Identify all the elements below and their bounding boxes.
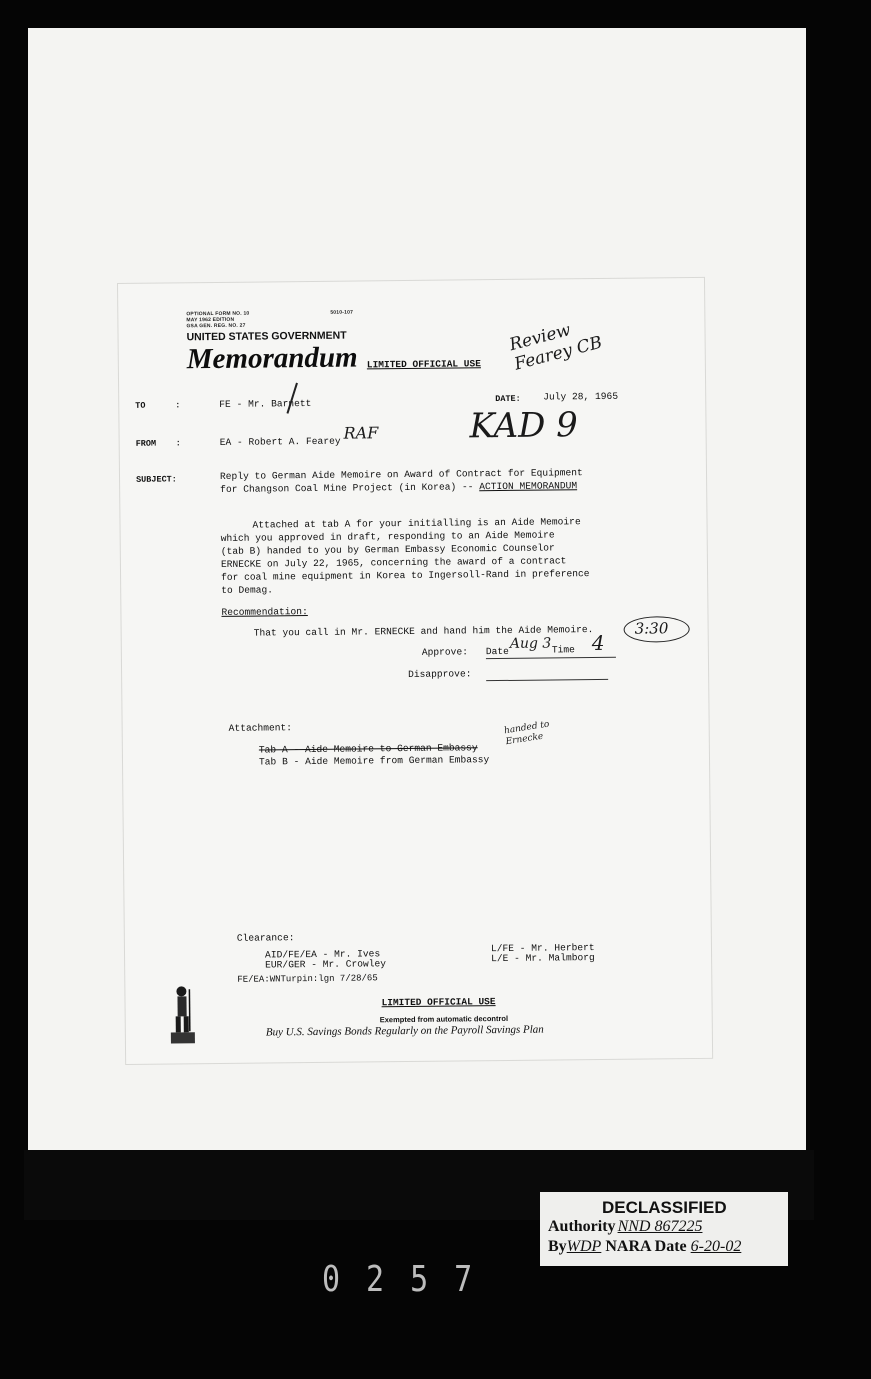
subject-line-2-text: for Changson Coal Mine Project (in Korea) -- — [220, 481, 480, 495]
to-value: FE - Mr. Barnett — [219, 397, 312, 410]
from-label: FROM — [135, 438, 157, 449]
handwritten-handed-note: handed to Ernecke — [503, 719, 551, 748]
handwritten-code: KAD 9 — [469, 405, 578, 447]
form-info — [186, 311, 249, 330]
to-label: TO — [135, 400, 146, 411]
handwritten-approve-time: 4 — [591, 630, 605, 656]
disapprove-label: Disapprove: — [408, 668, 472, 680]
authority-line — [548, 1218, 702, 1236]
nara-date-value: 6-20-02 — [690, 1238, 742, 1255]
form-number: OPTIONAL FORM NO. 10 — [186, 310, 250, 318]
clearance-l-fe: L/FE - Mr. Herbert — [490, 942, 595, 955]
subject-label: SUBJECT: — [135, 474, 177, 485]
clearance-l-e: L/E - Mr. Malmborg — [491, 952, 595, 965]
nara-date-label: NARA Date — [605, 1238, 687, 1255]
drafter-line: FE/EA:WNTurpin:lgn 7/28/65 — [237, 973, 378, 985]
declassified-title: DECLASSIFIED — [602, 1198, 727, 1217]
clearance-aid: AID/FE/EA - Mr. Ives — [264, 948, 381, 961]
clearance-heading: Clearance: — [236, 932, 295, 944]
body-line: Attached at tab A for your initialling is an Aide Memoire — [252, 516, 581, 531]
handwritten-review-note: Review Fearey CB — [507, 320, 605, 375]
clearance-right — [491, 943, 595, 964]
by-label: By — [548, 1238, 567, 1255]
approve-time-label: Time — [551, 644, 575, 656]
body-line: for coal mine equipment in Korea to Ingersoll-Rand in preference — [221, 568, 590, 583]
attachment-tab-a: Tab A - Aide Memoire to German Embassy — [258, 742, 478, 756]
attachment-heading: Attachment: — [228, 722, 293, 734]
recommendation-text: That you call in Mr. ERNECKE and hand him the Aide Memoire. — [253, 624, 594, 639]
declassified-stamp — [540, 1192, 788, 1266]
doc-type-title: Memorandum — [186, 341, 358, 376]
circled-time-text: 3:30 — [634, 619, 669, 638]
date-label: DATE: — [495, 393, 521, 405]
handwritten-approve-date: Aug 3 — [509, 635, 552, 652]
to-colon: : — [175, 400, 181, 411]
from-colon: : — [175, 438, 181, 449]
clearance-left — [265, 949, 386, 970]
page-number: 0257 — [322, 1258, 499, 1301]
body-line: which you approved in draft, responding to an Aide Memoire — [220, 529, 555, 544]
approve-date-label: Date — [485, 645, 509, 658]
memo-body — [220, 515, 589, 597]
by-value: WDP — [566, 1238, 602, 1255]
recommendation-heading: Recommendation: — [221, 606, 308, 618]
approve-line — [486, 657, 616, 659]
body-line: to Demag. — [221, 584, 274, 596]
disapprove-line — [486, 679, 608, 681]
handwritten-initials: RAF — [343, 423, 379, 443]
agency-name: UNITED STATES GOVERNMENT — [186, 329, 347, 344]
classification-header: LIMITED OFFICIAL USE — [366, 358, 481, 371]
savings-bonds-slogan: Buy U.S. Savings Bonds Regularly on the Payroll Savings Plan — [265, 1023, 544, 1039]
date-value: July 28, 1965 — [543, 390, 619, 403]
subject-line-2 — [220, 480, 577, 495]
exempt-stamp: Exempted from automatic decontrol — [379, 1013, 509, 1025]
action-memorandum-label: ACTION MEMORANDUM — [479, 480, 578, 493]
form-regulation: GSA GEN. REG. NO. 27 — [186, 322, 246, 330]
authority-value: NND 867225 — [617, 1218, 703, 1235]
classification-footer: LIMITED OFFICIAL USE — [381, 996, 496, 1009]
from-value: EA - Robert A. Fearey — [219, 435, 341, 448]
clearance-eur: EUR/GER - Mr. Crowley — [265, 958, 387, 971]
form-edition: MAY 1962 EDITION — [186, 316, 235, 324]
circled-time — [624, 616, 690, 643]
body-line: (tab B) handed to you by German Embassy Economic Counselor — [220, 542, 555, 557]
minuteman-logo-icon — [167, 983, 198, 1045]
body-line: ERNECKE on July 22, 1965, concerning the award of a contract — [220, 555, 567, 570]
attachment-tab-b: Tab B - Aide Memoire from German Embassy — [258, 754, 490, 768]
subject-line-1: Reply to German Aide Memoire on Award of Contract for Equipment — [219, 467, 583, 482]
approve-label: Approve: — [421, 646, 468, 658]
form-code: 5010-107 — [330, 309, 354, 316]
memorandum-sheet — [118, 278, 712, 1064]
authority-label: Authority — [548, 1218, 616, 1235]
nara-line — [548, 1238, 741, 1256]
